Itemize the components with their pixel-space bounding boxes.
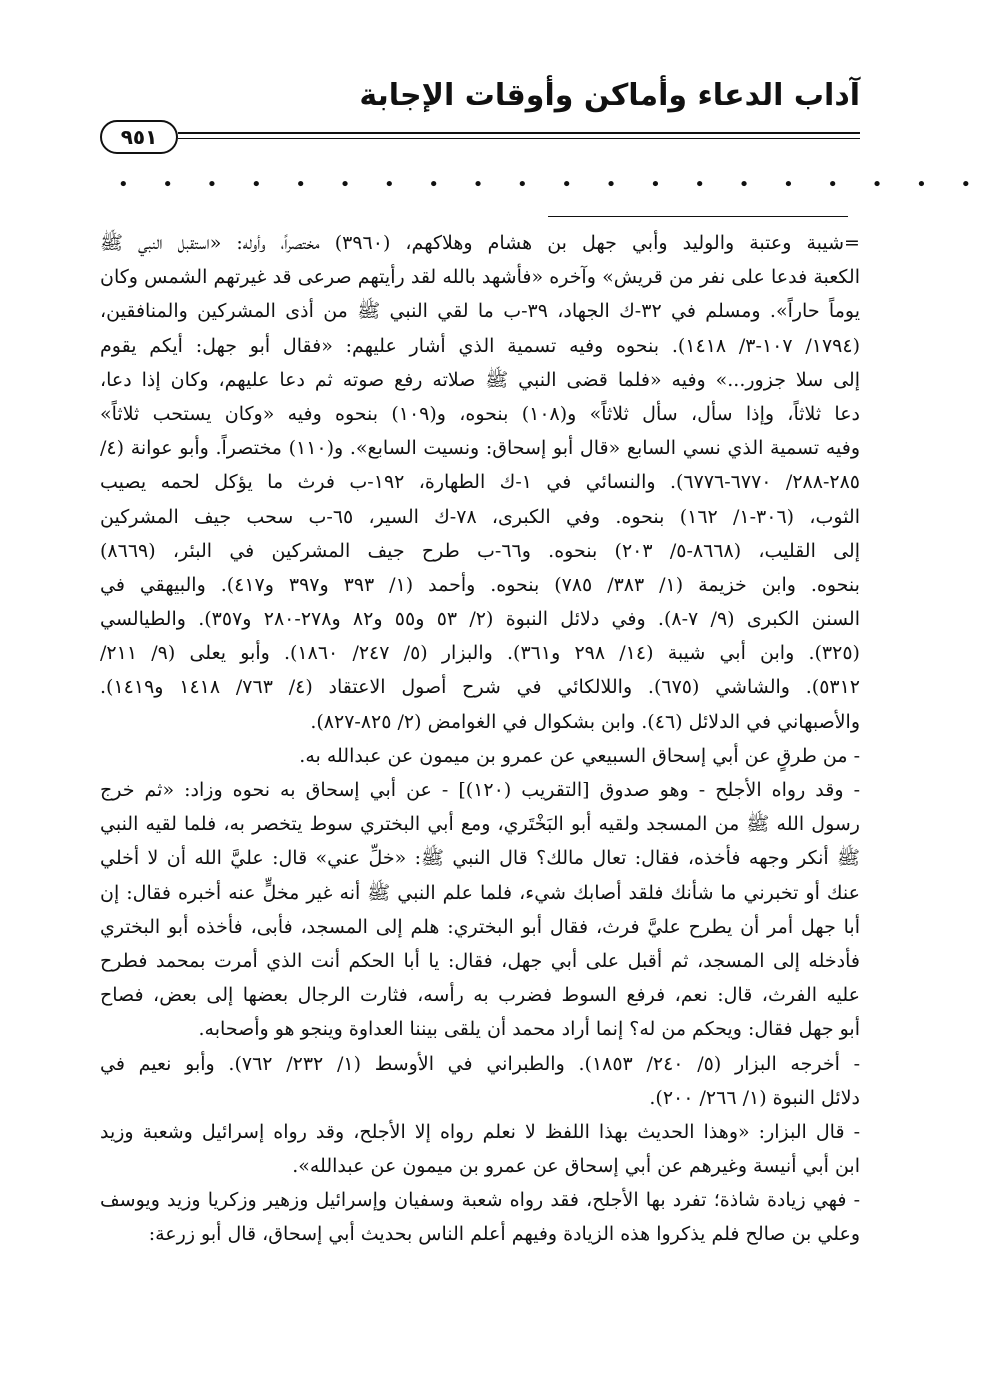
footnote-text [100, 226, 860, 1252]
text-line: السنن الكبرى (٩/ ٧-٨). وفي دلائل النبوة (٢/ ٥٣ و٥٥ و٨٢ و٢٧٨-٢٨٠ و٣٥٧). والطيالسي [100, 608, 860, 631]
text-line: عنك أو تخبرني ما شأنك فلقد أصابك شيء، فلما علم النبي ﷺ أنه غير مخلٍّ عنه أخبره فقال: إن [100, 881, 860, 904]
text-line: إلى سلا جزور...» وفيه «فلما قضى النبي ﷺ صلاته رفع صوته ثم دعا عليهم، وكان إذا دعا، [100, 368, 860, 391]
text-line: ﷺ أنكر وجهه فأخذه، فقال: تعال مالك؟ قال النبي ﷺ: «خلِّ عني» قال: عليَّ الله أن لا أخلي [100, 847, 860, 870]
text-line: أبو جهل فقال: ويحكم من له؟ إنما أراد محمد أن يلقى بيننا العداوة وينجو هو وأصحابه. [198, 1018, 860, 1041]
text-line: (١٧٩٤/ ١٠٧-٣/ ١٤١٨). بنحوه وفيه تسمية الذي أشار عليهم: «فقال أبو جهل: أيكم يقوم [100, 334, 860, 357]
text-line: يوماً حاراً». ومسلم في ٣٢-ك الجهاد، ٣٩-ب ما لقي النبي ﷺ من أذى المشركين والمنافقين، [100, 300, 860, 323]
text-line: رسول الله ﷺ من المسجد ولقيه أبو البَخْتَري، ومع أبي البختري سوط يتخصر به، فلما لقيه النبي [100, 813, 860, 836]
footnote-rule [548, 216, 848, 217]
page-number-badge: ٩٥١ [100, 120, 178, 154]
text-line: دعا ثلاثاً، وإذا سأل، سأل ثلاثاً» و(١٠٨) بنحوه، و(١٠٩) بنحوه وفيه «وكان يستحب ثلاثاً» [100, 402, 860, 425]
page-header [100, 78, 860, 148]
text-line: والأصبهاني في الدلائل (٤٦). وابن بشكوال في الغوامض (٢/ ٨٢٥-٨٢٧). [310, 710, 860, 733]
text-line: - أخرجه البزار (٥/ ٢٤٠/ ١٨٥٣). والطبراني في الأوسط (١/ ٢٣٢/ ٧٦٢). وأبو نعيم في [100, 1052, 860, 1075]
text-line: عليه الفرث، قال: نعم، فرفع السوط فضرب به رأسه، فثارت الرجال بعضها إلى بعض، فصاح [100, 984, 860, 1007]
text-line: (٣٢٥). وابن أبي شيبة (١٤/ ٢٩٨ و٣٦١). والبزار (٥/ ٢٤٧/ ١٨٦٠). وأبو يعلى (٩/ ٢١١/ [100, 642, 860, 665]
page-title: آداب الدعاء وأماكن وأوقات الإجابة [359, 78, 860, 113]
text-line: ٥٣١٢). والشاشي (٦٧٥). واللالكائي في شرح أصول الاعتقاد (٤/ ٧٦٣/ ١٤١٨ و١٤١٩). [100, 676, 861, 699]
text-line: أبا جهل أمر أن يطرح عليَّ فرث، فقال أبو البختري: هلم إلى المسجد، فأبى، فأخذه أبو البختري [100, 915, 860, 938]
dotted-separator: • • • • • • • • • • • • • • • • • • • • [118, 174, 985, 195]
header-double-line [178, 132, 860, 139]
text-line: =شيبة وعتبة والوليد وأبي جهل بن هشام وهلاكهم، (٣٩٦٠) مختصراً، وأوله: «استقبل النبي ﷺ [100, 232, 860, 254]
text-line: - قال البزار: «وهذا الحديث بهذا اللفظ لا نعلم رواه إلا الأجلح، وقد رواه إسرائيل وشعبة وزيد [100, 1120, 860, 1143]
text-line: ابن أبي أنيسة وغيرهم عن أبي إسحاق عن عمرو بن ميمون عن عبدالله». [292, 1155, 860, 1178]
text-line: فأدخله إلى المسجد، ثم أقبل على أبي جهل، فقال: يا أبا الحكم أنت الذي أمرت بمحمد فطرح [100, 949, 860, 972]
header-rule [100, 125, 860, 149]
text-line: - وقد رواه الأجلح - وهو صدوق [التقريب (١٢٠)] - عن أبي إسحاق به نحوه وزاد: «ثم خرج [100, 779, 860, 801]
text-line: الكعبة فدعا على نفر من قريش» وآخره «فأشهد بالله لقد رأيتهم صرعى قد غيرتهم الشمس وكان [100, 266, 860, 289]
text-line: دلائل النبوة (١/ ٢٦٦/ ٢٠٠). [649, 1086, 860, 1109]
text-line: إلى القليب، (٨٦٦٨-٥/ ٢٠٣) بنحوه. و٦٦-ب طرح جيف المشركين في البئر، (٨٦٦٩) [100, 539, 861, 562]
text-line: - من طرقٍ عن أبي إسحاق السبيعي عن عمرو بن ميمون عن عبدالله به. [299, 744, 860, 767]
text-line: ٢٨٥-٢٨٨/ ٦٧٧٠-٦٧٧٦). والنسائي في ١-ك الطهارة، ١٩٢-ب فرث ما يؤكل لحمه يصيب [100, 471, 860, 494]
text-line: الثوب، (٣٠٦-١/ ١٦٢) بنحوه. وفي الكبرى، ٧٨-ك السير، ٦٥-ب سحب جيف المشركين [100, 505, 860, 528]
text-line: وفيه تسمية الذي نسي السابع «قال أبو إسحاق: ونسيت السابع». و(١١٠) مختصراً. وأبو عوانة (٤/ [100, 437, 860, 460]
text-line: - فهي زيادة شاذة؛ تفرد بها الأجلح، فقد رواه شعبة وسفيان وإسرائيل وزهير وزكريا وزيد ويوسف [100, 1189, 860, 1212]
text-line: بنحوه. وابن خزيمة (١/ ٣٨٣/ ٧٨٥) بنحوه. وأحمد (١/ ٣٩٣ و٣٩٧ و٤١٧). والبيهقي في [100, 573, 860, 596]
text-line: وعلي بن صالح فلم يذكروا هذه الزيادة وفيهم أعلم الناس بحديث أبي إسحاق، قال أبو زرعة: [148, 1223, 860, 1246]
